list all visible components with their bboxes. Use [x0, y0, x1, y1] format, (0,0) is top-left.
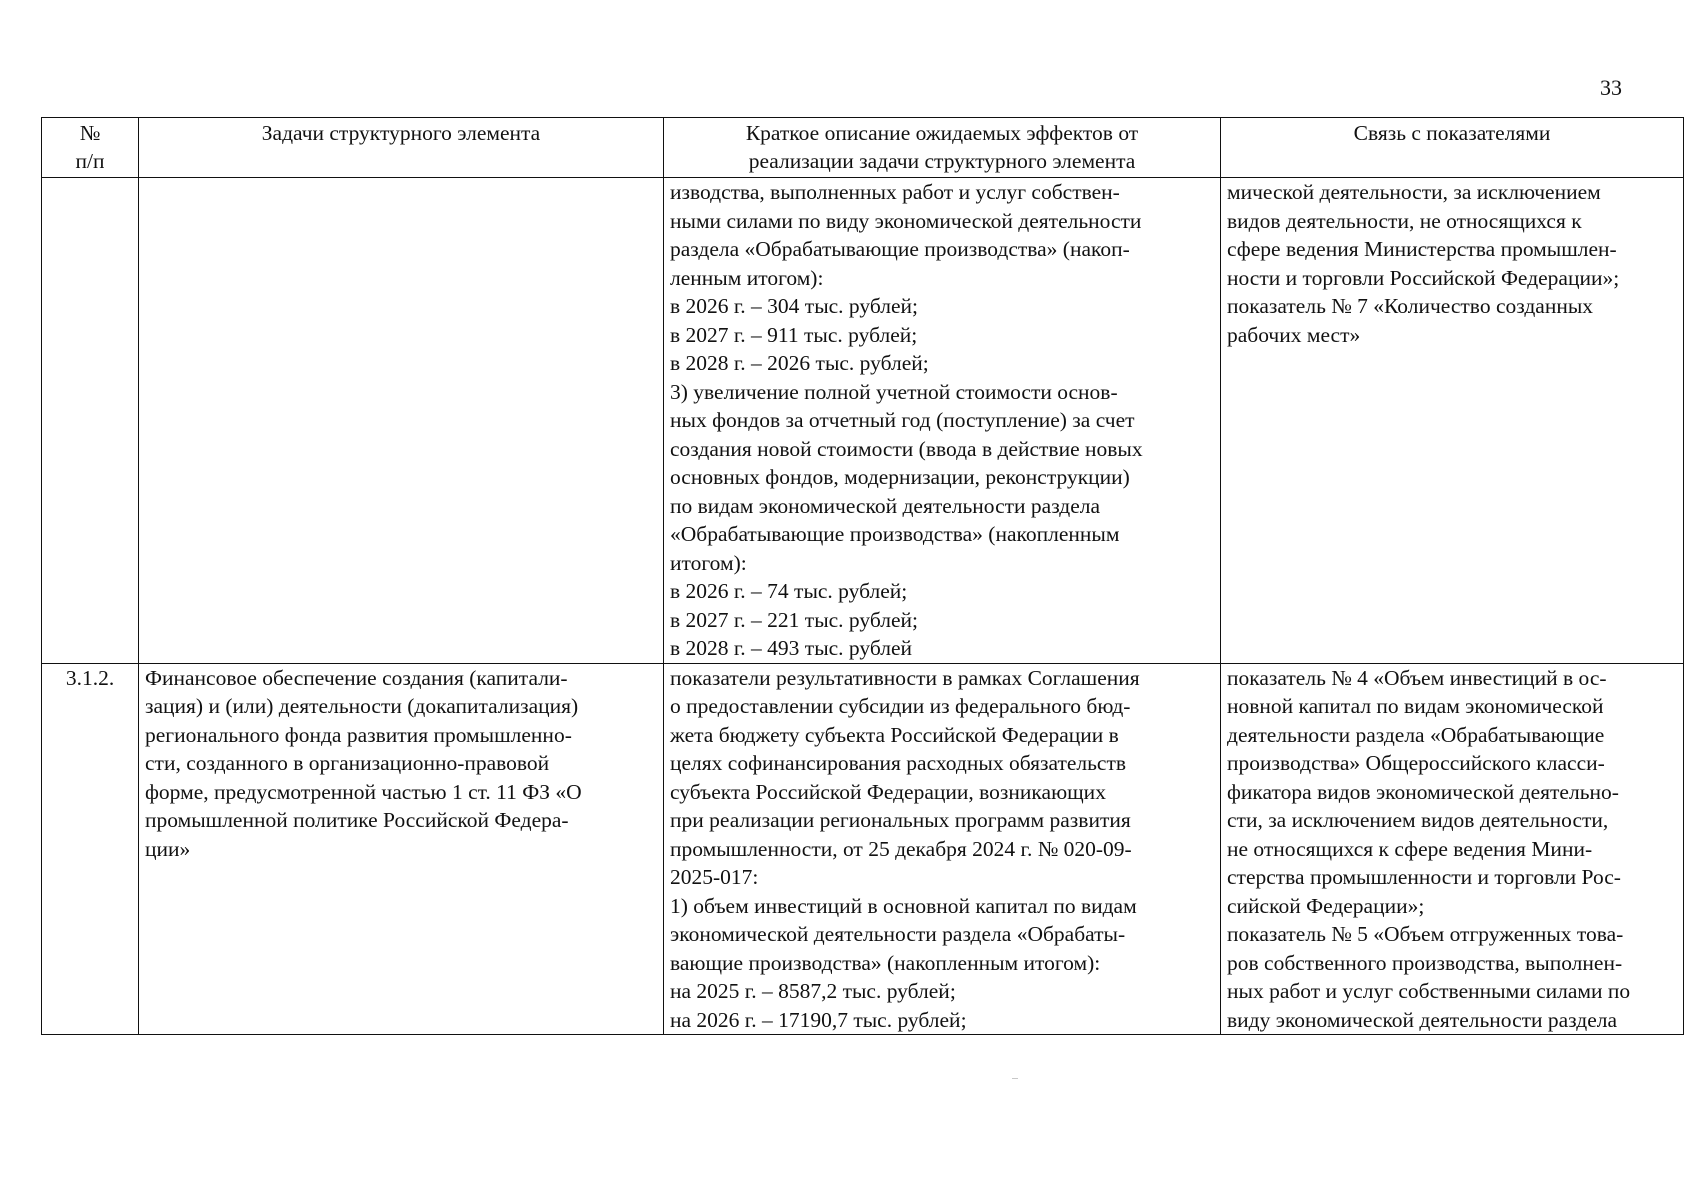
cell-text-line: ных фондов за отчетный год (поступление) за счет: [670, 408, 1135, 432]
cell-text-line: итогом):: [670, 550, 747, 575]
cell-text-line: основных фондов, модернизации, реконструкции): [670, 465, 1130, 489]
cell-num: 3.1.2.: [42, 663, 139, 1035]
cell-text-line: в 2026 г. – 74 тыс. рублей;: [670, 579, 908, 603]
cell-text-line: в 2028 г. – 493 тыс. рублей: [670, 636, 913, 660]
cell-text-line: сийской Федерации»;: [1227, 893, 1425, 918]
cell-text-line: виду экономической деятельности раздела: [1227, 1007, 1618, 1032]
header-link: [1221, 118, 1684, 178]
header-num: [42, 118, 139, 178]
cell-text-line: в 2026 г. – 304 тыс. рублей;: [670, 294, 919, 318]
cell-text-line: целях софинансирования расходных обязательств: [670, 751, 1127, 775]
cell-text-line: зация) и (или) деятельности (докапитализация): [145, 694, 579, 718]
header-link-line: Связь с показателями: [1353, 121, 1551, 145]
cell-text-line: в 2028 г. – 2026 тыс. рублей;: [670, 351, 929, 375]
cell-text-line: ров собственного производства, выполнен-: [1227, 950, 1623, 975]
cell-text-line: ции»: [145, 836, 191, 861]
cell-text-line: сфере ведения Министерства промышлен-: [1227, 237, 1617, 261]
cell-text-line: ных работ и услуг собственными силами по: [1227, 979, 1631, 1003]
cell-text-line: видов деятельности, не относящихся к: [1227, 208, 1582, 233]
cell-text-line: производства» Общероссийского класси-: [1227, 751, 1605, 775]
cell-link: [1221, 663, 1684, 1035]
scan-artifact-mark: [1012, 1078, 1018, 1079]
cell-text-line: «Обрабатывающие производства» (накопленным: [670, 522, 1120, 546]
header-effect: [664, 118, 1221, 178]
page-number: 33: [1600, 75, 1622, 100]
cell-text-line: новной капитал по видам экономической: [1227, 694, 1604, 718]
cell-text-line: Финансовое обеспечение создания (капитали-: [145, 665, 568, 690]
cell-text-line: на 2026 г. – 17190,7 тыс. рублей;: [670, 1007, 967, 1032]
cell-text-line: сти, созданного в организационно-правовой: [145, 751, 550, 775]
cell-text-line: на 2025 г. – 8587,2 тыс. рублей;: [670, 979, 956, 1003]
cell-text-line: регионального фонда развития промышленно-: [145, 722, 572, 747]
cell-text-line: вающие производства» (накопленным итогом):: [670, 950, 1101, 975]
header-task: [139, 118, 664, 178]
cell-text-line: в 2027 г. – 221 тыс. рублей;: [670, 607, 919, 632]
cell-text-line: фикатора видов экономической деятельно-: [1227, 779, 1619, 804]
cell-text-line: сти, за исключением видов деятельности,: [1227, 808, 1609, 832]
cell-text-line: деятельности раздела «Обрабатывающие: [1227, 722, 1605, 747]
cell-text-line: ными силами по виду экономической деятельности: [670, 208, 1142, 233]
cell-text-line: рабочих мест»: [1227, 322, 1361, 347]
cell-text-line: изводства, выполненных работ и услуг собствен-: [670, 180, 1120, 204]
cell-text-line: в 2027 г. – 911 тыс. рублей;: [670, 322, 918, 347]
header-num-line: п/п: [75, 149, 105, 173]
cell-text-line: показатель № 4 «Объем инвестиций в ос-: [1227, 665, 1607, 690]
cell-text-line: ленным итогом):: [670, 265, 824, 290]
cell-text-line: субъекта Российской Федерации, возникающих: [670, 779, 1106, 804]
cell-text-line: не относящихся к сфере ведения Мини-: [1227, 836, 1593, 861]
cell-text-line: показатель № 7 «Количество созданных: [1227, 294, 1594, 318]
table-row: [42, 663, 1684, 1035]
cell-text-line: форме, предусмотренной частью 1 ст. 11 ФЗ «О: [145, 779, 582, 804]
cell-task: [139, 663, 664, 1035]
cell-text-line: ности и торговли Российской Федерации»;: [1227, 265, 1620, 290]
cell-effect: [664, 178, 1221, 664]
cell-link: [1221, 178, 1684, 664]
header-effect-line: реализации задачи структурного элемента: [748, 149, 1136, 173]
cell-text-line: мической деятельности, за исключением: [1227, 180, 1601, 204]
cell-text-line: 2025-017:: [670, 865, 759, 889]
cell-text-line: создания новой стоимости (ввода в действие новых: [670, 436, 1143, 461]
header-num-line: №: [79, 121, 101, 145]
header-effect-line: Краткое описание ожидаемых эффектов от: [745, 121, 1139, 145]
cell-text-line: 1) объем инвестиций в основной капитал по видам: [670, 893, 1137, 918]
table-header-row: [42, 118, 1684, 178]
cell-text-line: 3) увеличение полной учетной стоимости основ-: [670, 379, 1118, 404]
cell-text-line: стерства промышленности и торговли Рос-: [1227, 865, 1621, 889]
structural-element-tasks-table: [41, 117, 1684, 1035]
cell-text-line: жета бюджету субъекта Российской Федерации в: [670, 722, 1119, 747]
table-row: [42, 178, 1684, 664]
cell-num: [42, 178, 139, 664]
header-task-line: Задачи структурного элемента: [261, 121, 541, 145]
cell-effect: [664, 663, 1221, 1035]
cell-task: [139, 178, 664, 664]
cell-text-line: промышленности, от 25 декабря 2024 г. № 020-09-: [670, 836, 1132, 861]
cell-text-line: промышленной политике Российской Федера-: [145, 808, 569, 832]
cell-text-line: раздела «Обрабатывающие производства» (накоп-: [670, 237, 1130, 261]
cell-text-line: о предоставлении субсидии из федерального бюд-: [670, 694, 1131, 718]
cell-text-line: по видам экономической деятельности раздела: [670, 493, 1101, 518]
cell-text-line: при реализации региональных программ развития: [670, 808, 1131, 832]
cell-text-line: показатели результативности в рамках Соглашения: [670, 665, 1140, 690]
cell-text-line: показатель № 5 «Объем отгруженных това-: [1227, 922, 1624, 946]
cell-text-line: экономической деятельности раздела «Обрабаты-: [670, 922, 1126, 946]
